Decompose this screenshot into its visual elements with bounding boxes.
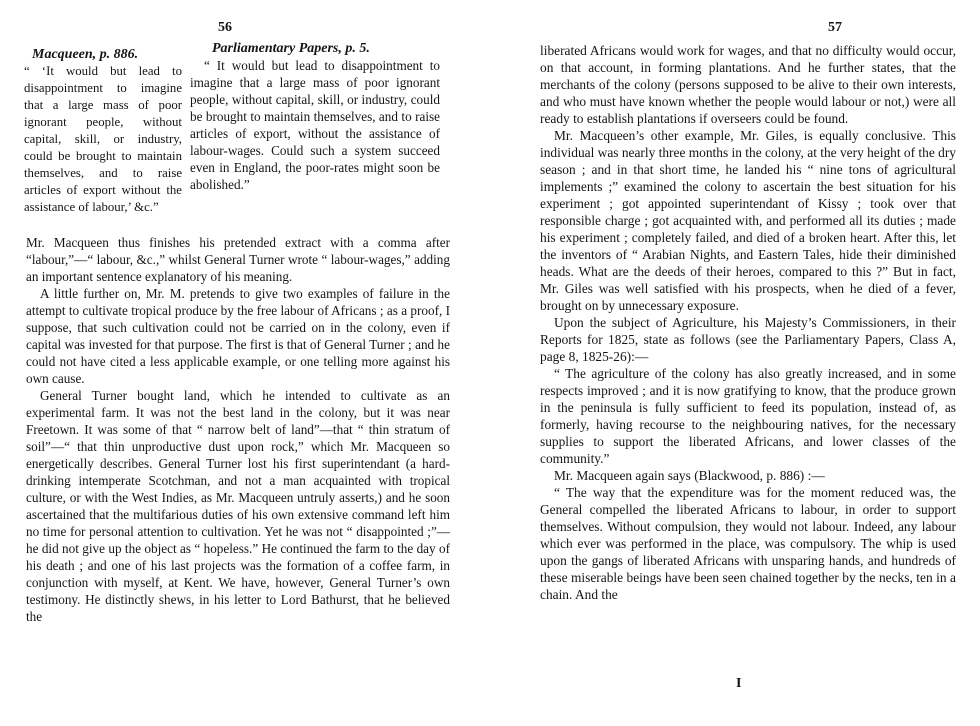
quote-column-parliamentary xyxy=(190,40,440,193)
paragraph: Mr. Macqueen’s other example, Mr. Giles, is equally conclusive. This individual was nearly three months in the colony, at the very height of the dry season ; and in that short time, he landed his “ nine tons of agricultural implements ;” examined the colony to ascertain the best situation for his experiment ; got appointed superintendant of Kissy ; took over that responsible charge ; got acquainted with, and performed all its duties ; made his experiment ; completely failed, and died of a broken heart. After this, let the inventors of “ Arabian Nights, and Eastern Tales, hide their diminished heads. What are the deeds of their heroes, compared to this ?” But in fact, Mr. Giles was well satisfied with his prospects, when he died of a fever, brought on by unnecessary exposure. xyxy=(540,128,956,313)
paragraph: Upon the subject of Agriculture, his Majesty’s Commissioners, in their Reports for 1825, state as follows (see the Parliamentary Papers, Class A, page 8, 1825-26):— xyxy=(540,315,956,364)
paragraph: liberated Africans would work for wages, and that no difficulty would occur, on that account, in forming plantations. And he further states, that the merchants of the colony (persons supposed to be alive to their own interests, and who must have known whether the people would labour or not,) were all ready to establish plantations if overseers could be found. xyxy=(540,43,956,126)
signature-mark: I xyxy=(736,676,742,691)
quote-text-macqueen: “ ‘It would but lead to disappointment to imagine that a large mass of poor ignorant people, without capital, skill, or industry, could be brought to maintain themselves, and to raise articles of export without the assistance of labour,’ &c.” xyxy=(24,64,182,214)
block-quote: “ The way that the expenditure was for the moment reduced was, the General compelled the liberated Africans to labour, in order to support themselves. Without compulsion, they would not labour. Indeed, any labour which ever was performed in the place, was compulsory. The whip is used upon the gangs of liberated Africans with unsparing hands, and hundreds of these miserable beings have been seen chained together by the necks, ten in a chain. And the xyxy=(540,485,956,602)
page-number-left: 56 xyxy=(218,20,232,35)
block-quote: “ The agriculture of the colony has also greatly increased, and in some respects improved ; and it is now gratifying to know, that the produce grown in the peninsula is fully sufficient to feed its population, instead of, as formerly, having recourse to the neighbouring natives, for the necessary supplies to support the liberated Africans, and lower classes of the community.” xyxy=(540,366,956,466)
paragraph: Mr. Macqueen again says (Blackwood, p. 886) :— xyxy=(554,468,825,483)
page-number-right: 57 xyxy=(828,20,842,35)
paragraph: Mr. Macqueen thus finishes his pretended extract with a comma after “labour,”—“ labour, &c.,” whilst General Turner wrote “ labour-wages,” adding an important sentence explanatory of his meaning. xyxy=(26,235,450,284)
paragraph: A little further on, Mr. M. pretends to give two examples of failure in the attempt to cultivate tropical produce by the free labour of Africans ; as a proof, I suppose, that such cultivation could not be carried on in the colony, even if capital was invested for that purpose. The first is that of General Turner ; and he could not have cited a less applicable example, or one telling more against his own cause. xyxy=(26,286,450,386)
column-heading-parliamentary: Parliamentary Papers, p. 5. xyxy=(212,41,370,56)
paragraph: General Turner bought land, which he intended to cultivate as an experimental farm. It was not the best land in the colony, but it was near Freetown. It was some of that “ narrow belt of land”—that “ thin stratum of soil”—“ that thin unproductive dust upon rock,” which Mr. Macqueen so energetically describes. General Turner lost his first superintendant (a hard-drinking intemperate Scotchman, and not a man acquainted with tropical culture, or with the West Indies, as Mr. Macqueen untruly asserts,) and he soon ascertained that the multifarious duties of his own extensive command left him no time for personal attention to cultivation. Yet he was not “ disappointed ;”—he did not give up the object as “ hopeless.” He continued the farm to the day of his death ; and one of his last projects was the formation of a coffee farm, in conjunction with myself, at Kent. We have, however, General Turner’s own testimony. He distinctly shews, in his letter to Lord Bathurst, that he believed the xyxy=(26,388,450,624)
quote-text-parliamentary: “ It would but lead to disappointment to imagine that a large mass of poor ignorant people, without capital, skill, or industry, could be brought to maintain themselves, and to raise articles of export, without the assistance of labour-wages. Could such a system succeed even in England, the poor-rates might soon be abolished.” xyxy=(190,58,440,192)
body-text-left xyxy=(26,234,450,625)
body-text-right xyxy=(540,42,956,603)
quote-column-macqueen xyxy=(24,46,182,216)
column-heading-macqueen: Macqueen, p. 886. xyxy=(32,47,139,62)
